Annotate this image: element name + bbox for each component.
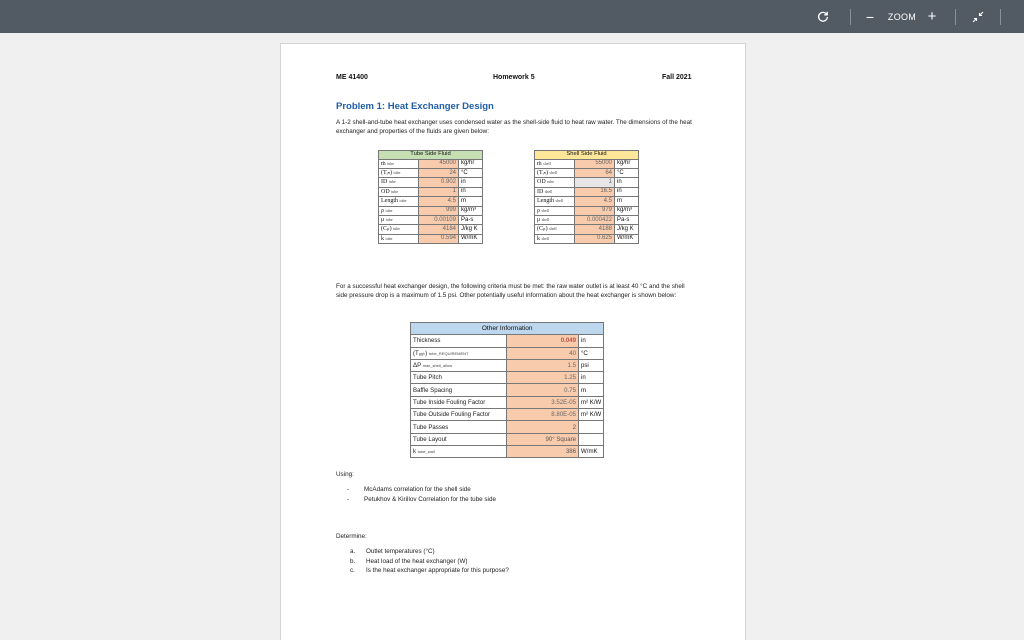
determine-list: [350, 547, 509, 576]
property-value: 64: [575, 169, 615, 178]
property-unit: W/mK: [459, 234, 483, 243]
tube-side-table: [378, 150, 483, 244]
other-label: [411, 445, 507, 457]
other-value: 2: [507, 421, 579, 433]
symbol-subscript: shell: [549, 226, 557, 232]
other-table-row: [411, 396, 604, 408]
tube-table-row: [379, 225, 483, 234]
criteria-paragraph: For a successful heat exchanger design, the following criteria must be met: the raw water outlet is at least 40 °C and the shell side pressure drop is a maximum of 1.5 psi. Other potentially useful information about the heat exchanger is shown below:: [336, 283, 685, 299]
other-table-row: [411, 359, 604, 371]
other-unit: °C: [579, 347, 604, 359]
symbol-text: OD: [381, 188, 390, 195]
symbol-text: μ: [381, 217, 385, 224]
property-unit: kg/hr: [459, 159, 483, 168]
tube-table-row: [379, 159, 483, 168]
tube-table-header: Tube Side Fluid: [379, 151, 483, 160]
symbol-text: ρ: [537, 207, 540, 214]
zoom-out-button[interactable]: [863, 0, 877, 33]
label-subscript: max_shell_allow: [422, 363, 453, 369]
document-page: [280, 43, 746, 640]
property-symbol: [535, 225, 575, 234]
other-label: [411, 347, 507, 359]
property-value: 45000: [419, 159, 459, 168]
using-item: - Petukhov & Kirillov Correlation for the tube side: [336, 495, 496, 505]
property-unit: m: [459, 197, 483, 206]
property-symbol: [379, 225, 419, 234]
label-text: Tube Passes: [413, 423, 449, 431]
symbol-subscript: tube: [399, 198, 407, 204]
property-unit: in: [459, 178, 483, 187]
symbol-text: ṁ: [537, 160, 542, 167]
property-value: 999: [419, 206, 459, 215]
symbol-text: ṁ: [381, 160, 386, 167]
property-value: 1: [419, 187, 459, 196]
other-value: 1.5: [507, 359, 579, 371]
collapse-icon: [972, 11, 984, 23]
other-table-row: [411, 421, 604, 433]
rotate-icon: [817, 11, 829, 23]
other-value: 8.80E-05: [507, 409, 579, 421]
other-unit: [579, 433, 604, 445]
label-text: k: [413, 448, 417, 456]
other-table-row: [411, 372, 604, 384]
other-unit: psi: [579, 359, 604, 371]
other-unit: m: [579, 384, 604, 396]
property-symbol: [535, 216, 575, 225]
tube-table-row: [379, 169, 483, 178]
symbol-subscript: tube: [388, 179, 396, 185]
symbol-subscript: tube: [385, 207, 393, 213]
zoom-in-icon: +: [927, 8, 937, 25]
toolbar-divider: [850, 9, 851, 25]
label-subscript: tube_REQUIREMENT: [428, 350, 469, 356]
property-unit: Pa-s: [615, 216, 639, 225]
tube-table-row: [379, 187, 483, 196]
other-table-row: [411, 384, 604, 396]
symbol-text: (Cₚ): [537, 226, 548, 233]
symbol-subscript: shell: [541, 217, 550, 223]
property-value: 1: [575, 178, 615, 187]
symbol-subscript: tube: [393, 170, 401, 175]
property-value: 0.000422: [575, 216, 615, 225]
toolbar-divider: [1000, 9, 1001, 25]
symbol-text: (Cₚ): [381, 226, 392, 233]
determine-marker: a.: [350, 548, 356, 555]
property-unit: kg/m³: [459, 206, 483, 215]
zoom-out-icon: −: [865, 8, 875, 25]
using-item: - McAdams correlation for the shell side: [336, 485, 496, 495]
property-unit: m: [615, 197, 639, 206]
property-value: 0.00109: [419, 216, 459, 225]
property-symbol: [379, 159, 419, 168]
other-value: 386: [507, 445, 579, 457]
property-symbol: [535, 178, 575, 187]
other-label: [411, 421, 507, 433]
symbol-text: (Tᵢₙ): [381, 170, 393, 176]
shell-table-row: [535, 169, 639, 178]
other-value: 0.75: [507, 384, 579, 396]
symbol-subscript: tube: [391, 188, 399, 194]
shell-table-row: [535, 234, 639, 243]
symbol-text: Length: [381, 198, 398, 205]
property-symbol: [535, 197, 575, 206]
collapse-button[interactable]: [968, 0, 988, 33]
property-unit: J/kg K: [459, 225, 483, 234]
using-list: [336, 485, 496, 504]
other-label: [411, 359, 507, 371]
property-symbol: [379, 178, 419, 187]
label-text: ΔP: [413, 362, 422, 370]
other-label: [411, 433, 507, 445]
determine-text: Heat load of the heat exchanger (W): [366, 557, 468, 565]
other-unit: W/mK: [579, 445, 604, 457]
other-table-header: Other Information: [411, 323, 604, 335]
property-value: 16.5: [575, 187, 615, 196]
determine-marker: b.: [350, 557, 356, 565]
symbol-text: Length: [537, 198, 554, 205]
symbol-subscript: tube: [385, 217, 393, 223]
using-label: Using:: [336, 471, 354, 478]
symbol-subscript: shell: [541, 235, 550, 241]
other-unit: m² K/W: [579, 409, 604, 421]
symbol-text: ID: [381, 179, 388, 186]
label-subscript: tube_wall: [417, 449, 435, 455]
symbol-text: μ: [537, 217, 541, 224]
label-text: Thickness: [413, 337, 441, 345]
property-unit: in: [459, 187, 483, 196]
property-value: 4188: [575, 225, 615, 234]
symbol-subscript: shell: [549, 170, 558, 175]
other-value: 3.52E-05: [507, 396, 579, 408]
property-unit: in: [615, 187, 639, 196]
determine-marker: c.: [350, 567, 355, 574]
other-unit: in: [579, 372, 604, 384]
property-unit: J/kg K: [615, 225, 639, 234]
shell-table-row: [535, 159, 639, 168]
property-value: 4.5: [419, 197, 459, 206]
problem-title: Problem 1: Heat Exchanger Design: [336, 101, 494, 112]
property-value: 0.902: [419, 178, 459, 187]
property-unit: °C: [615, 169, 639, 178]
property-symbol: [535, 169, 575, 178]
determine-label: Determine:: [336, 533, 367, 540]
determine-item: [350, 547, 509, 557]
determine-text: Outlet temperatures (°C): [366, 548, 435, 555]
label-text: Tube Pitch: [413, 374, 442, 382]
tube-table-row: [379, 197, 483, 206]
shell-table-header: Shell Side Fluid: [535, 151, 639, 160]
property-unit: °C: [459, 169, 483, 178]
property-unit: Pa-s: [459, 216, 483, 225]
symbol-subscript: shell: [541, 207, 550, 213]
property-value: 0.625: [575, 234, 615, 243]
course-label: ME 41400: [336, 74, 368, 81]
other-table-row: [411, 409, 604, 421]
property-value: 24: [419, 169, 459, 178]
property-value: 4.5: [575, 197, 615, 206]
symbol-text: (Tᵢₙ): [537, 170, 549, 176]
symbol-subscript: tube: [547, 179, 555, 185]
symbol-text: ID: [537, 188, 544, 195]
other-value: 0.049: [507, 335, 579, 347]
symbol-subscript: tube: [387, 160, 395, 166]
property-symbol: [379, 197, 419, 206]
other-table-row: [411, 445, 604, 457]
symbol-subscript: tube: [385, 235, 393, 241]
property-value: 4184: [419, 225, 459, 234]
property-value: 0.594: [419, 234, 459, 243]
shell-table-row: [535, 206, 639, 215]
tube-table-row: [379, 216, 483, 225]
other-table-row: [411, 335, 604, 347]
symbol-subscript: tube: [393, 226, 400, 232]
shell-table-row: [535, 216, 639, 225]
property-unit: kg/m³: [615, 206, 639, 215]
property-symbol: [379, 187, 419, 196]
property-value: 55000: [575, 159, 615, 168]
tube-table-row: [379, 234, 483, 243]
symbol-subscript: shell: [544, 188, 553, 194]
property-symbol: [379, 169, 419, 178]
determine-item: [350, 566, 509, 576]
symbol-text: k: [381, 235, 384, 242]
label-text: Tube Inside Fouling Factor: [413, 398, 486, 406]
symbol-subscript: shell: [555, 198, 564, 204]
property-symbol: [535, 187, 575, 196]
other-value: 90° Square: [507, 433, 579, 445]
other-label: [411, 335, 507, 347]
shell-table-row: [535, 197, 639, 206]
other-unit: in: [579, 335, 604, 347]
intro-paragraph: A 1-2 shell-and-tube heat exchanger uses condensed water as the shell-side fluid to heat raw water. The dimensions of the heat exchanger and properties of the fluids are given below:: [336, 119, 692, 135]
label-text: Tube Layout: [413, 435, 447, 443]
determine-item: [350, 557, 509, 567]
determine-text: Is the heat exchanger appropriate for this purpose?: [366, 567, 509, 574]
other-label: [411, 372, 507, 384]
zoom-label: ZOOM: [887, 11, 917, 22]
symbol-text: ρ: [381, 207, 384, 214]
zoom-in-button[interactable]: [924, 0, 940, 33]
term-label: Fall 2021: [662, 74, 692, 81]
viewer-toolbar: [0, 0, 1024, 33]
property-symbol: [535, 159, 575, 168]
other-unit: m² K/W: [579, 396, 604, 408]
other-label: [411, 396, 507, 408]
toolbar-divider: [955, 9, 956, 25]
shell-side-table: [534, 150, 639, 244]
other-value: 1.25: [507, 372, 579, 384]
label-text: Tube Outside Fouling Factor: [413, 411, 490, 419]
shell-table-row: [535, 225, 639, 234]
shell-table-row: [535, 187, 639, 196]
rotate-button[interactable]: [812, 0, 834, 33]
property-value: 979: [575, 206, 615, 215]
tube-table-row: [379, 206, 483, 215]
property-symbol: [379, 234, 419, 243]
label-text: (Tₒᵤₜ): [413, 349, 428, 357]
other-value: 40: [507, 347, 579, 359]
property-symbol: [379, 206, 419, 215]
other-table-row: [411, 433, 604, 445]
property-unit: in: [615, 178, 639, 187]
symbol-text: OD: [537, 179, 546, 186]
other-label: [411, 409, 507, 421]
shell-table-row: [535, 178, 639, 187]
property-unit: kg/hr: [615, 159, 639, 168]
property-symbol: [535, 206, 575, 215]
label-text: Baffle Spacing: [413, 386, 453, 394]
symbol-text: k: [537, 235, 540, 242]
property-symbol: [379, 216, 419, 225]
other-table-row: [411, 347, 604, 359]
other-information-table: [410, 322, 604, 458]
other-label: [411, 384, 507, 396]
property-unit: W/mK: [615, 234, 639, 243]
tube-table-row: [379, 178, 483, 187]
assignment-label: Homework 5: [493, 74, 535, 81]
other-unit: [579, 421, 604, 433]
symbol-subscript: shell: [543, 160, 551, 166]
property-symbol: [535, 234, 575, 243]
